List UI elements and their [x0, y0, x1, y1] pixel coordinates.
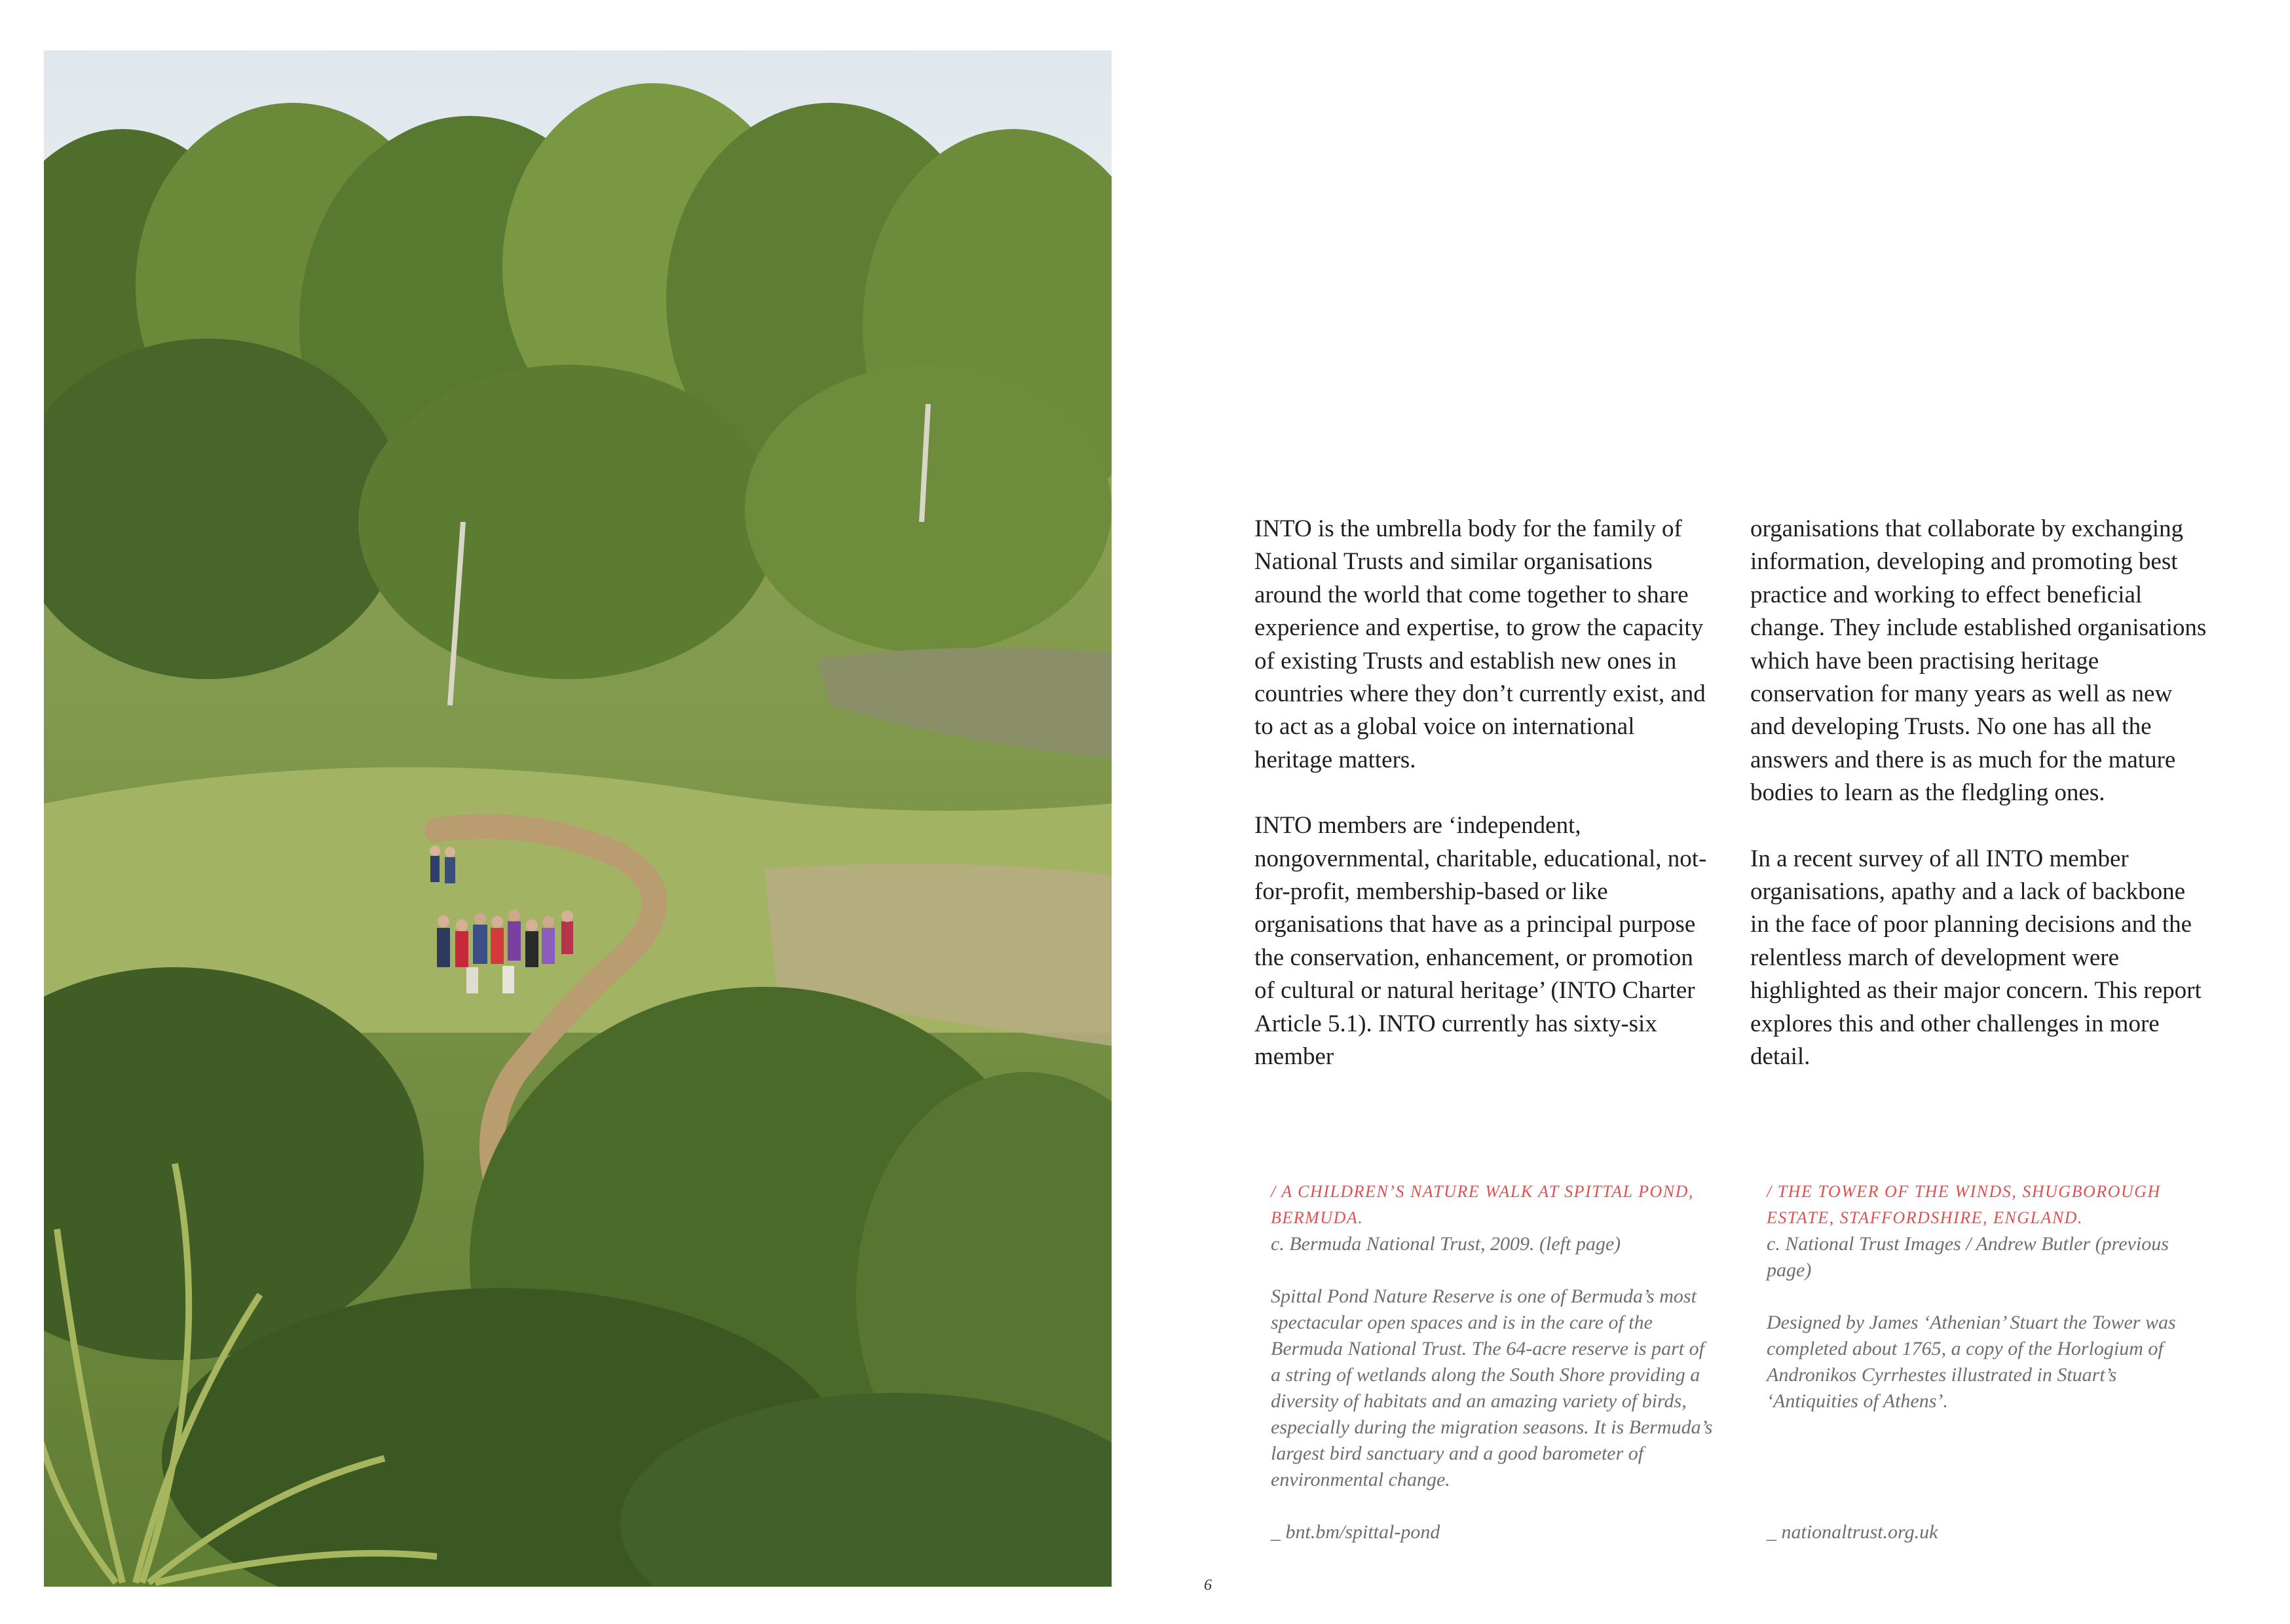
- tree-canopy: [44, 83, 1112, 679]
- text-column-right: [1750, 513, 2209, 1074]
- caption-link-bnt[interactable]: _ bnt.bm/spittal-pond: [1271, 1521, 1440, 1543]
- caption-credit: c. National Trust Images / Andrew Butler (previous page): [1767, 1233, 2169, 1281]
- caption-credit: c. Bermuda National Trust, 2009. (left page): [1271, 1233, 1621, 1255]
- body-paragraph: In a recent survey of all INTO member organisations, apathy and a lack of backbone in the face of poor planning decisions and the relentless march of development were highlighted as their major concern. This report explores this and other challenges in more detail.: [1750, 845, 2202, 1071]
- body-paragraph: INTO is the umbrella body for the family of National Trusts and similar organisations around the world that come together to share experience and expertise, to grow the capacity of existing Trusts and establish new ones in countries where they don’t currently exist, and to act as a global voice on international heritage matters.: [1254, 515, 1706, 773]
- nature-walk-photo: [44, 50, 1112, 1587]
- foreground-shrubs: [44, 967, 1112, 1587]
- photo-illustration: [44, 50, 1112, 1587]
- body-paragraph: organisations that collaborate by exchanging information, developing and promoting best practice and working to effect beneficial change. They include established organisations which have been practising heritage conservation for many years as well as new and developing Trusts. No one has all the answers and there is as much for the mature bodies to learn as the fledgling ones.: [1750, 515, 2207, 807]
- caption-body: Spittal Pond Nature Reserve is one of Bermuda’s most spectacular open spaces and is in the care of the Bermuda National Trust. The 64-acre reserve is part of a string of wetlands along the South Shore providing a diversity of habitats and an amazing variety of birds, especially during the migration seasons. It is Bermuda’s largest bird sanctuary and a good barometer of environmental change.: [1271, 1285, 1713, 1490]
- caption-spittal-pond: [1271, 1179, 1716, 1493]
- page-number: 6: [1204, 1577, 1212, 1594]
- body-paragraph: INTO members are ‘independent, nongovernmental, charitable, educational, not-for-profit, membership-based or like organisations that have as a principal purpose the conservation, enhancement, or promotion of cultural or natural heritage’ (INTO Charter Article 5.1). INTO currently has sixty-six member: [1254, 812, 1707, 1071]
- text-column-left: [1254, 513, 1713, 1074]
- caption-link-national-trust[interactable]: _ nationaltrust.org.uk: [1767, 1521, 1938, 1543]
- caption-title: / THE TOWER OF THE WINDS, SHUGBOROUGH ESTATE, STAFFORDSHIRE, ENGLAND.: [1767, 1182, 2161, 1227]
- caption-tower-of-winds: [1767, 1179, 2212, 1414]
- caption-body: Designed by James ‘Athenian’ Stuart the Tower was completed about 1765, a copy of the Horlogium of Andronikos Cyrrhestes illustrated in Stuart’s ‘Antiquities of Athens’.: [1767, 1312, 2176, 1412]
- caption-title: / A CHILDREN’S NATURE WALK AT SPITTAL POND, BERMUDA.: [1271, 1182, 1694, 1227]
